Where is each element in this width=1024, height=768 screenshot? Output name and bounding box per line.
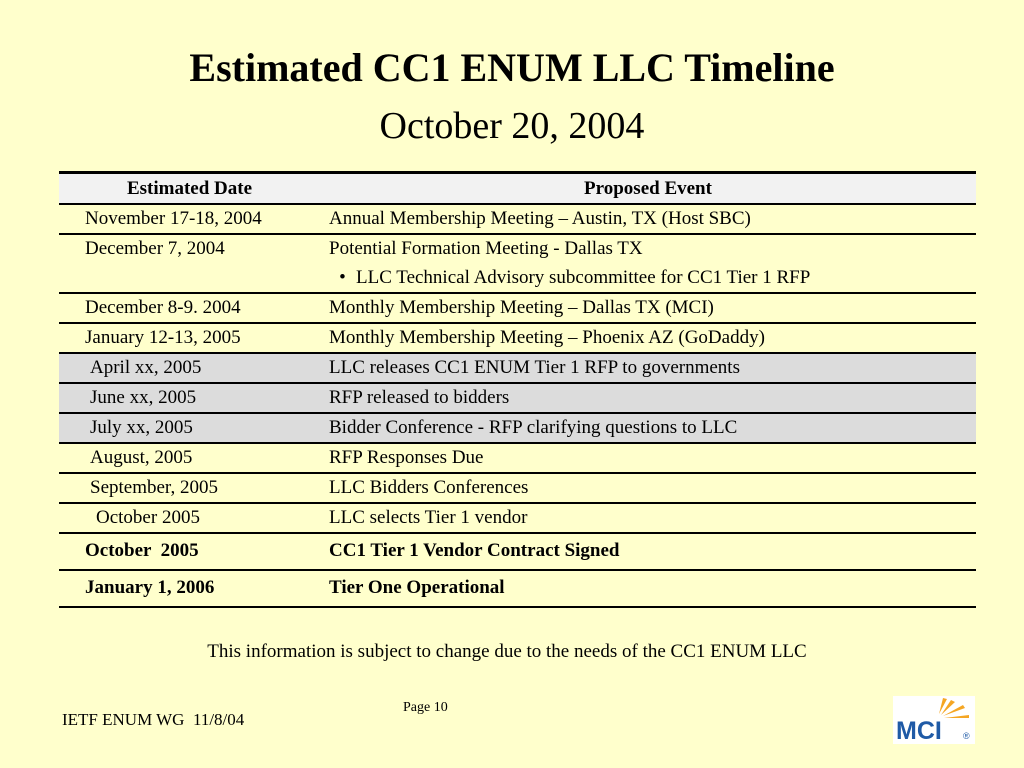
header-proposed-event: Proposed Event	[320, 173, 976, 205]
bullet-text: LLC Technical Advisory subcommittee for CC1 Tier 1 RFP	[356, 267, 811, 288]
disclaimer-note: This information is subject to change due to the needs of the CC1 ENUM LLC	[207, 641, 807, 662]
table-row	[59, 503, 976, 533]
row-event: LLC selects Tier 1 vendor	[320, 503, 976, 533]
header-estimated-date: Estimated Date	[59, 173, 320, 205]
timeline-table	[59, 171, 976, 608]
table-header-row	[59, 173, 976, 205]
row-date: December 7, 2004	[59, 234, 320, 293]
mci-logo-graphic	[893, 696, 975, 744]
table-row	[59, 323, 976, 353]
table-row	[59, 570, 976, 607]
row-event: CC1 Tier 1 Vendor Contract Signed	[320, 533, 976, 570]
row-date	[59, 473, 320, 503]
table-row	[59, 204, 976, 234]
table-row	[59, 473, 976, 503]
row-event: Tier One Operational	[320, 570, 976, 607]
row-date: October 2005	[59, 533, 320, 570]
logo-registered-mark: ®	[963, 731, 970, 741]
row-date	[59, 383, 320, 413]
row-date	[59, 413, 320, 443]
row-date	[59, 353, 320, 383]
row-date-text: July xx, 2005	[90, 417, 193, 438]
row-event: Monthly Membership Meeting – Dallas TX (MCI)	[320, 293, 976, 323]
row-date	[59, 443, 320, 473]
row-date	[59, 503, 320, 533]
bullet-item	[329, 260, 968, 289]
row-date-text: August, 2005	[90, 447, 193, 468]
table-row	[59, 383, 976, 413]
slide-subtitle: October 20, 2004	[379, 105, 645, 147]
row-date: November 17-18, 2004	[59, 204, 320, 234]
row-event: RFP Responses Due	[320, 443, 976, 473]
row-event: LLC releases CC1 ENUM Tier 1 RFP to governments	[320, 353, 976, 383]
row-date-text: October 2005	[96, 507, 200, 528]
table-row	[59, 293, 976, 323]
row-event: Annual Membership Meeting – Austin, TX (Host SBC)	[320, 204, 976, 234]
bullet-icon: •	[339, 267, 346, 288]
table-row	[59, 443, 976, 473]
row-event: LLC Bidders Conferences	[320, 473, 976, 503]
table-row	[59, 533, 976, 570]
row-event-text: Potential Formation Meeting - Dallas TX	[329, 238, 643, 259]
row-date-text: June xx, 2005	[90, 387, 197, 408]
table-row	[59, 353, 976, 383]
mci-logo	[893, 696, 975, 744]
row-event: Monthly Membership Meeting – Phoenix AZ (GoDaddy)	[320, 323, 976, 353]
page-number: Page 10	[403, 700, 448, 715]
footer-event-date: IETF ENUM WG 11/8/04	[62, 710, 245, 729]
row-event: Bidder Conference - RFP clarifying questions to LLC	[320, 413, 976, 443]
slide-title: Estimated CC1 ENUM LLC Timeline	[189, 45, 835, 90]
row-date-text: April xx, 2005	[90, 357, 202, 378]
table-row	[59, 413, 976, 443]
row-date-text: September, 2005	[90, 477, 218, 498]
row-event: RFP released to bidders	[320, 383, 976, 413]
row-date: January 12-13, 2005	[59, 323, 320, 353]
row-date: December 8-9. 2004	[59, 293, 320, 323]
table-row	[59, 234, 976, 293]
row-date: January 1, 2006	[59, 570, 320, 607]
logo-text: MCI	[896, 717, 942, 744]
row-event	[320, 234, 976, 293]
